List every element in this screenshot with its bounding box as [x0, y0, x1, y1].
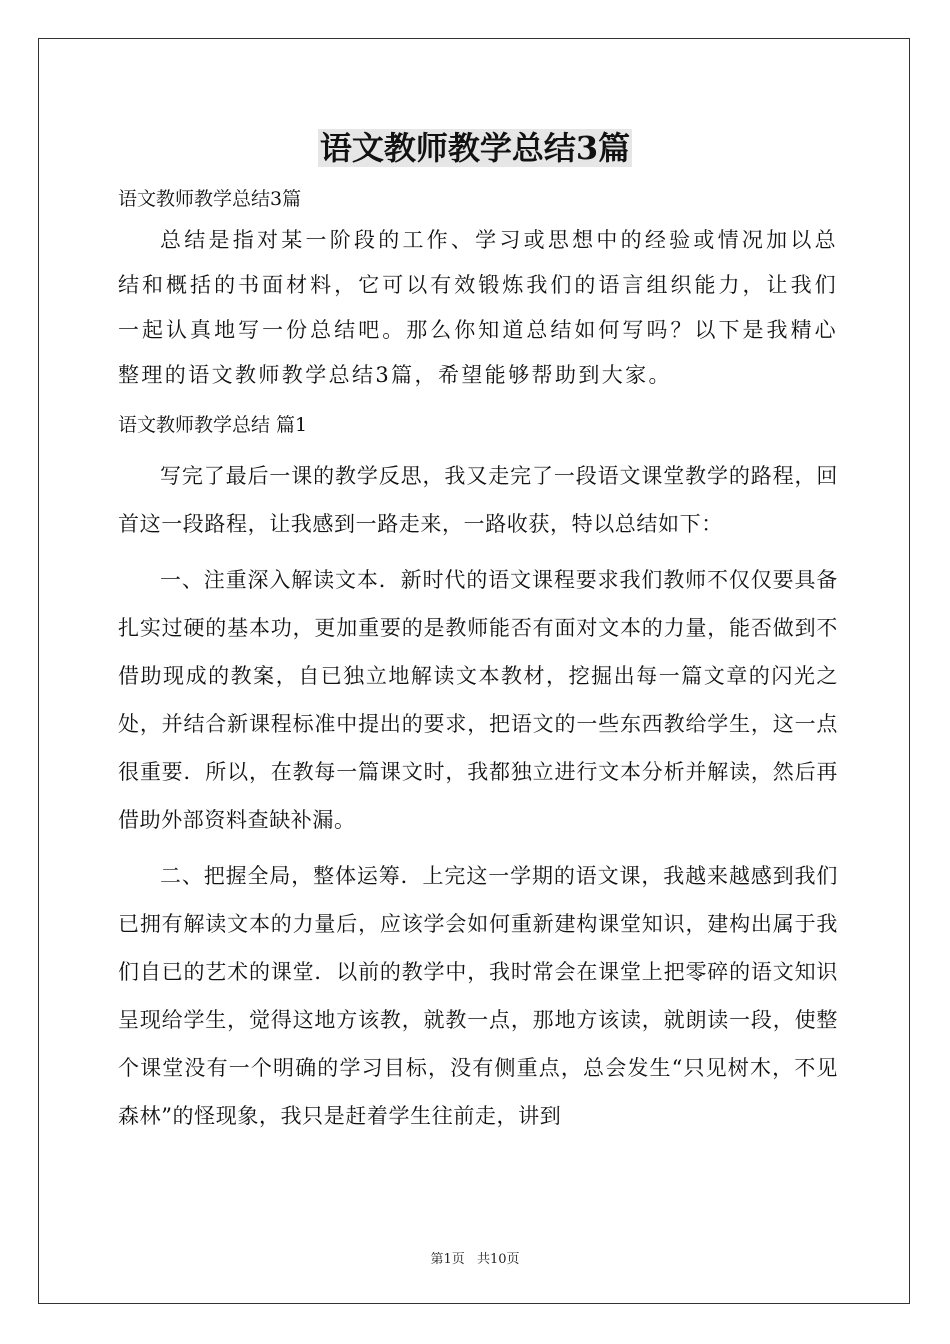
section-1-paragraph-1: 写完了最后一课的教学反思，我又走完了一段语文课堂教学的路程，回首这一段路程，让我感到一路走来，一路收获，特以总结如下： [118, 464, 838, 536]
document-body [118, 180, 838, 1148]
section-1-paragraph-3: 二、把握全局，整体运筹．上完这一学期的语文课，我越来越感到我们已拥有解读文本的力量后，应该学会如何重新建构课堂知识，建构出属于我们自已的艺术的课堂．以前的教学中，我时常会在课堂上把零碎的语文知识呈现给学生，觉得这地方该教，就教一点，那地方该读，就朗读一段，使整个课堂没有一个明确的学习目标，没有侧重点，总会发生“只见树木，不见森林”的怪现象，我只是赶着学生往前走，讲到 [118, 864, 838, 1128]
total-pages: 共10页 [476, 1252, 520, 1267]
document-subtitle: 语文教师教学总结3篇 [118, 188, 302, 210]
document-title [0, 126, 950, 170]
section-1-paragraph-2: 一、注重深入解读文本．新时代的语文课程要求我们教师不仅仅要具备扎实过硬的基本功，更加重要的是教师能否有面对文本的力量，能否做到不借助现成的教案，自已独立地解读文本教材，挖掘出每一篇文章的闪光之处，并结合新课程标准中提出的要求，把语文的一些东西教给学生，这一点很重要．所以，在教每一篇课文时，我都独立进行文本分析并解读，然后再借助外部资料查缺补漏。 [118, 568, 838, 832]
document-title-text: 语文教师教学总结3篇 [319, 129, 631, 167]
page-number: 第1页 [430, 1252, 465, 1267]
section-1-heading: 语文教师教学总结 篇1 [118, 414, 308, 436]
page-footer [0, 1248, 950, 1267]
intro-paragraph: 总结是指对某一阶段的工作、学习或思想中的经验或情况加以总结和概括的书面材料，它可以有效锻炼我们的语言组织能力，让我们一起认真地写一份总结吧。那么你知道总结如何写吗？以下是我精心整理的语文教师教学总结3篇，希望能够帮助到大家。 [118, 228, 838, 387]
